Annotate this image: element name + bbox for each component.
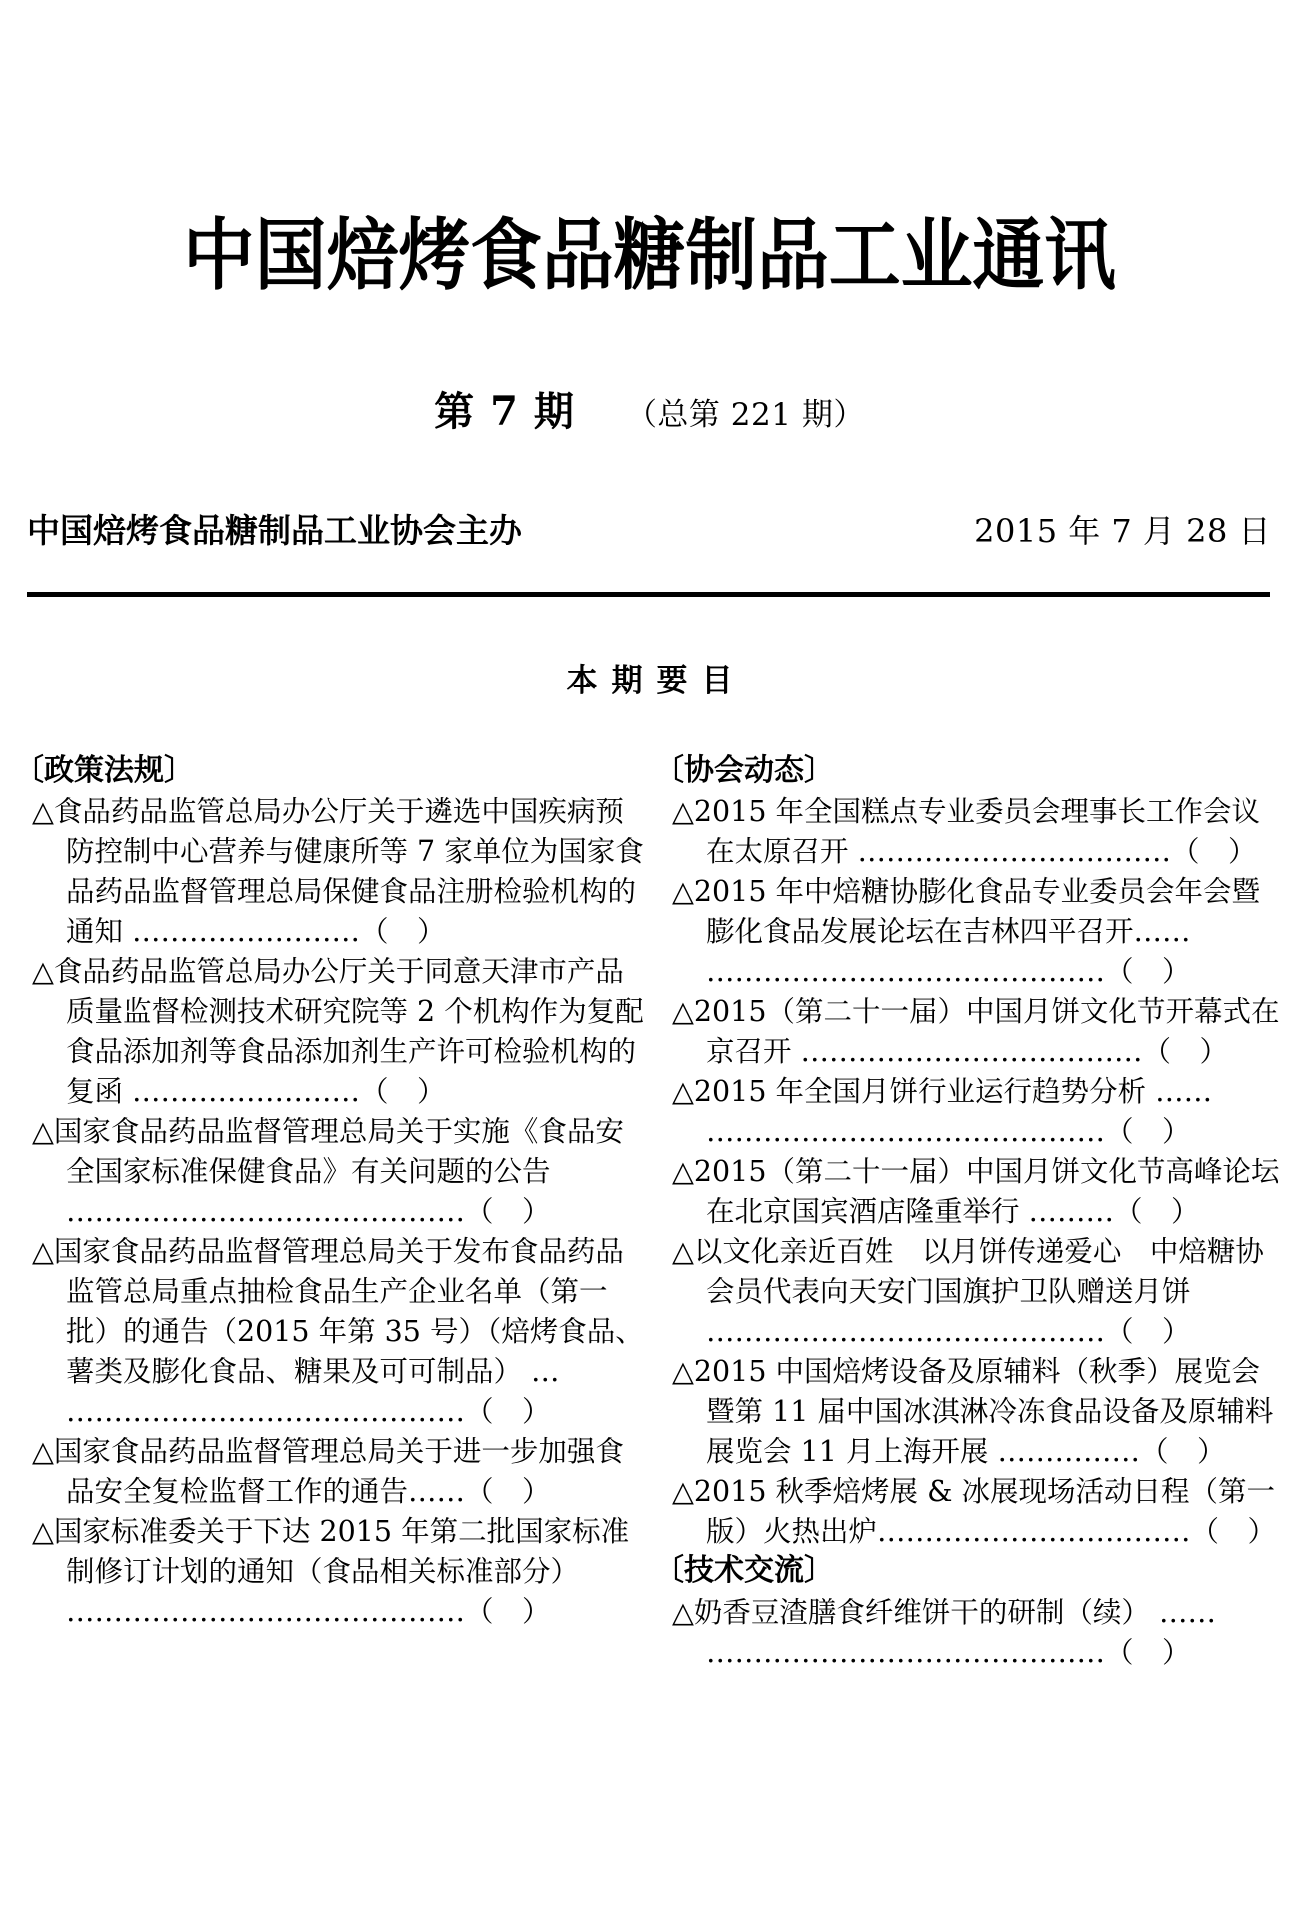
toc-entry[interactable]: △国家食品药品监督管理总局关于发布食品药品监管总局重点抽检食品生产企业名单（第一批）的通告（2015 年第 35 号）（焙烤食品、薯类及膨化食品、糖果及可可制品） … ……………………………………（ ）: [32, 1235, 644, 1429]
publication-date: 2015 年 7 月 28 日: [974, 511, 1271, 550]
toc-section-heading: 〔协会动态〕: [654, 752, 834, 788]
toc-entry[interactable]: △2015（第二十一届）中国月饼文化节高峰论坛在北京国宾酒店隆重举行 ………（ ）: [672, 1155, 1280, 1229]
table-of-contents: [0, 752, 1299, 1673]
issue-number: 第 7 期: [434, 387, 575, 435]
toc-entry[interactable]: △2015 年全国月饼行业运行趋势分析 …… ……………………………………（ ）: [672, 1075, 1213, 1149]
horizontal-divider-rule: [27, 592, 1270, 597]
toc-column-right: [654, 752, 1284, 1673]
toc-column-left: [14, 752, 644, 1632]
toc-entry[interactable]: △食品药品监管总局办公厅关于同意天津市产品质量监督检测技术研究院等 2 个机构作为复配食品添加剂等食品添加剂生产许可检验机构的复函 ……………………（ ）: [32, 955, 644, 1109]
toc-section-heading: 〔技术交流〕: [654, 1553, 834, 1589]
contents-heading: 本期要目: [566, 662, 747, 699]
toc-section-heading: 〔政策法规〕: [14, 752, 194, 788]
toc-entry[interactable]: △2015（第二十一届）中国月饼文化节开幕式在京召开 ………………………………（ ）: [672, 995, 1280, 1069]
toc-entry[interactable]: △食品药品监管总局办公厅关于遴选中国疾病预防控制中心营养与健康所等 7 家单位为国家食品药品监督管理总局保健食品注册检验机构的通知 ……………………（ ）: [32, 795, 644, 949]
toc-entry[interactable]: △国家食品药品监督管理总局关于进一步加强食品安全复检监督工作的通告……（ ）: [32, 1435, 624, 1509]
toc-entry[interactable]: △奶香豆渣膳食纤维饼干的研制（续） …… ……………………………………（ ）: [672, 1595, 1216, 1669]
masthead: [0, 0, 1299, 552]
toc-entry[interactable]: △国家标准委关于下达 2015 年第二批国家标准制修订计划的通知（食品相关标准部分） ……………………………………（ ）: [32, 1515, 630, 1629]
cumulative-issue-number: （总第 221 期）: [625, 396, 865, 433]
toc-entry[interactable]: △2015 中国焙烤设备及原辅料（秋季）展览会暨第 11 届中国冰淇淋冷冻食品设备及原辅料展览会 11 月上海开展 ……………（ ）: [672, 1355, 1274, 1469]
publisher-organization: 中国焙烤食品糖制品工业协会主办: [27, 510, 522, 550]
toc-entry[interactable]: △2015 年中焙糖协膨化食品专业委员会年会暨膨化食品发展论坛在吉林四平召开…… ……………………………………（ ）: [672, 875, 1261, 989]
imprint-line: [0, 505, 1299, 552]
toc-entry[interactable]: △国家食品药品监督管理总局关于实施《食品安全国家标准保健食品》有关问题的公告 ……………………………………（ ）: [32, 1115, 624, 1229]
toc-entry[interactable]: △2015 秋季焙烤展 & 冰展现场活动日程（第一版）火热出炉……………………………（ ）: [672, 1475, 1277, 1549]
toc-entry[interactable]: △以文化亲近百姓 以月饼传递爱心 中焙糖协会员代表向天安门国旗护卫队赠送月饼 ……………………………………（ ）: [672, 1235, 1264, 1349]
issue-line: [0, 380, 1299, 437]
toc-entry[interactable]: △2015 年全国糕点专业委员会理事长工作会议在太原召开 ……………………………（ ）: [672, 795, 1261, 869]
journal-title: 中国焙烤食品糖制品工业通讯: [183, 211, 1116, 301]
